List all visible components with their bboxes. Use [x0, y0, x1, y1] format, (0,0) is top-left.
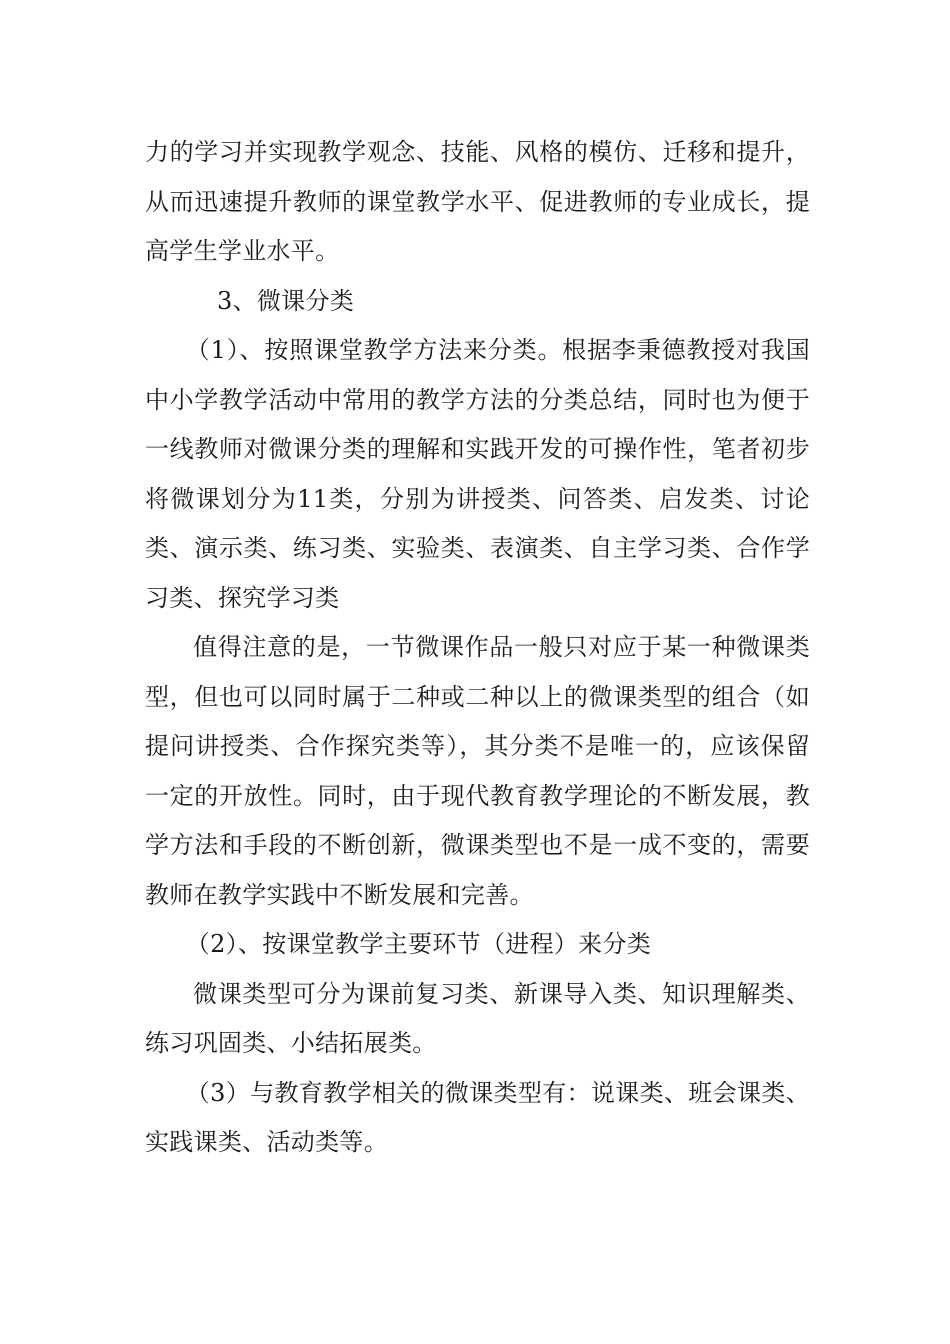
- document-body: [145, 128, 810, 1168]
- paragraph-note: 值得注意的是，一节微课作品一般只对应于某一种微课类型，但也可以同时属于二种或二种以上的微课类型的组合（如提问讲授类、合作探究类等），其分类不是唯一的，应该保留一定的开放性。同时，由于现代教育教学理论的不断发展，教学方法和手段的不断创新，微课类型也不是一成不变的，需要教师在教学实践中不断发展和完善。: [145, 633, 810, 909]
- paragraph-continuation: 力的学习并实现教学观念、技能、风格的模仿、迁移和提升，从而迅速提升教师的课堂教学水平、促进教师的专业成长，提高学生学业水平。: [145, 138, 810, 265]
- paragraph-education-related-types: （3）与教育教学相关的微课类型有：说课类、班会课类、实践课类、活动类等。: [145, 1078, 810, 1156]
- paragraph-stage-types: 微课类型可分为课前复习类、新课导入类、知识理解类、练习巩固类、小结拓展类。: [145, 979, 810, 1057]
- section-heading-micro-course-classification: 3、微课分类: [217, 286, 355, 315]
- paragraph-classification-by-stage-heading: （2）、按课堂教学主要环节（进程）来分类: [185, 930, 652, 958]
- paragraph-classification-by-method: （1）、按照课堂教学方法来分类。根据李秉德教授对我国中小学教学活动中常用的教学方法的分类总结，同时也为便于一线教师对微课分类的理解和实践开发的可操作性，笔者初步将微课划分为11类，分别为讲授类、问答类、启发类、讨论类、演示类、练习类、实验类、表演类、自主学习类、合作学习类、探究学习类: [145, 336, 810, 612]
